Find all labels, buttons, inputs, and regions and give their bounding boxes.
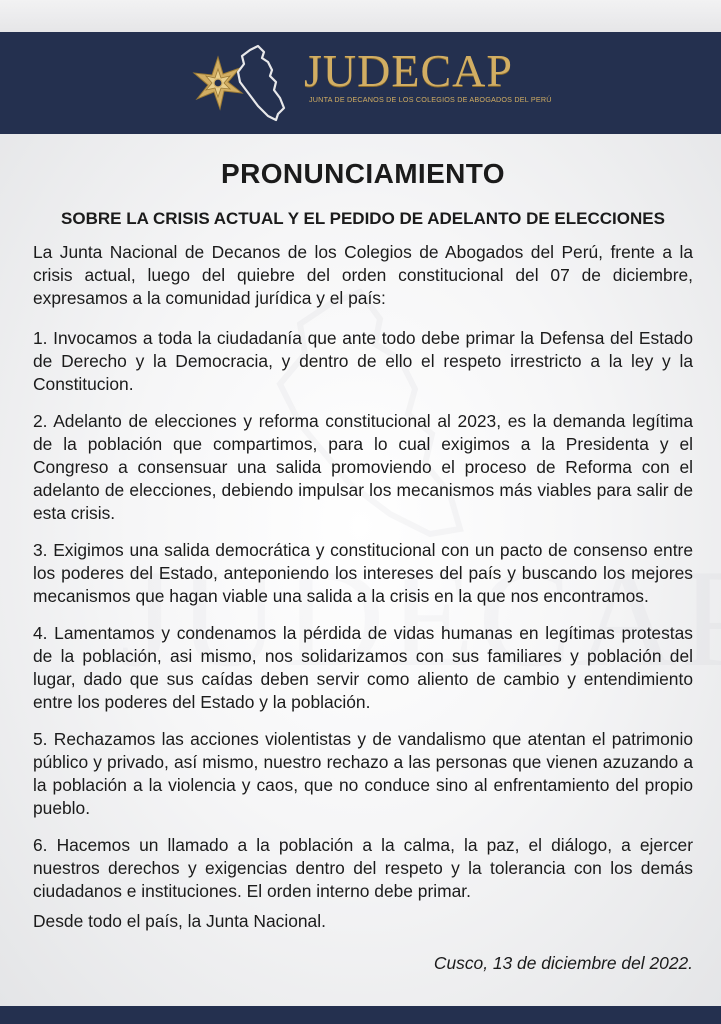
intro-paragraph: La Junta Nacional de Decanos de los Colegios de Abogados del Perú, frente a la crisis actual, luego del quiebre del orden constitucional del 07 de diciembre, expresamos a la comunidad jurídica y el país: <box>33 242 693 308</box>
point-paragraph: 6. Hacemos un llamado a la población a la calma, la paz, el diálogo, a ejercer nuestros derechos y exigencias dentro del respeto y la tolerancia con los demás ciudadanos e instituciones. El orden interno debe primar. <box>33 835 693 901</box>
logo-title: JUDECAP <box>304 45 513 96</box>
logo-subtitle: JUNTA DE DECANOS DE LOS COLEGIOS DE ABOGADOS DEL PERÚ <box>309 95 552 104</box>
statement-text <box>33 241 693 917</box>
signoff: Desde todo el país, la Junta Nacional. <box>33 911 326 931</box>
page-subtitle: SOBRE LA CRISIS ACTUAL Y EL PEDIDO DE ADELANTO DE ELECCIONES <box>61 209 665 228</box>
page-title: PRONUNCIAMIENTO <box>221 158 505 189</box>
point-paragraph: 1. Invocamos a toda la ciudadanía que ante todo debe primar la Defensa del Estado de Derecho y la Democracia, y dentro de ello el respeto irrestricto a la ley y la Constitucion. <box>33 328 693 394</box>
point-paragraph: 4. Lamentamos y condenamos la pérdida de vidas humanas en legítimas protestas de la población, asi mismo, nos solidarizamos con sus familiares y población del lugar, dado que sus caídas deben servir como aliento de cambio y entendimiento entre los poderes del Estado y la población. <box>33 623 693 712</box>
peru-map-icon <box>232 42 288 124</box>
point-paragraph: 5. Rechazamos las acciones violentistas y de vandalismo que atentan el patrimonio público y privado, así mismo, nuestro rechazo a las personas que vienen azuzando a la población a la violencia y caos, que no conduce sino al enfrentamiento del propio pueblo. <box>33 729 693 818</box>
point-paragraph: 3. Exigimos una salida democrática y constitucional con un pacto de consenso entre los poderes del Estado, anteponiendo los intereses del país y buscando los mejores mecanismos que hagan viable una salida a la crisis en la que nos encontramos. <box>33 540 693 606</box>
place-date: Cusco, 13 de diciembre del 2022. <box>433 953 693 973</box>
footer-band <box>0 1006 721 1024</box>
document-body <box>0 134 721 1006</box>
header-banner <box>0 32 721 134</box>
top-band <box>0 0 721 32</box>
point-paragraph: 2. Adelanto de elecciones y reforma constitucional al 2023, es la demanda legítima de la población que compartimos, para lo cual exigimos a la Presidenta y el Congreso a consensuar una salida promoviendo el proceso de Reforma con el adelanto de elecciones, debiendo impulsar los mecanismos más viables para salir de esta crisis. <box>33 411 693 523</box>
